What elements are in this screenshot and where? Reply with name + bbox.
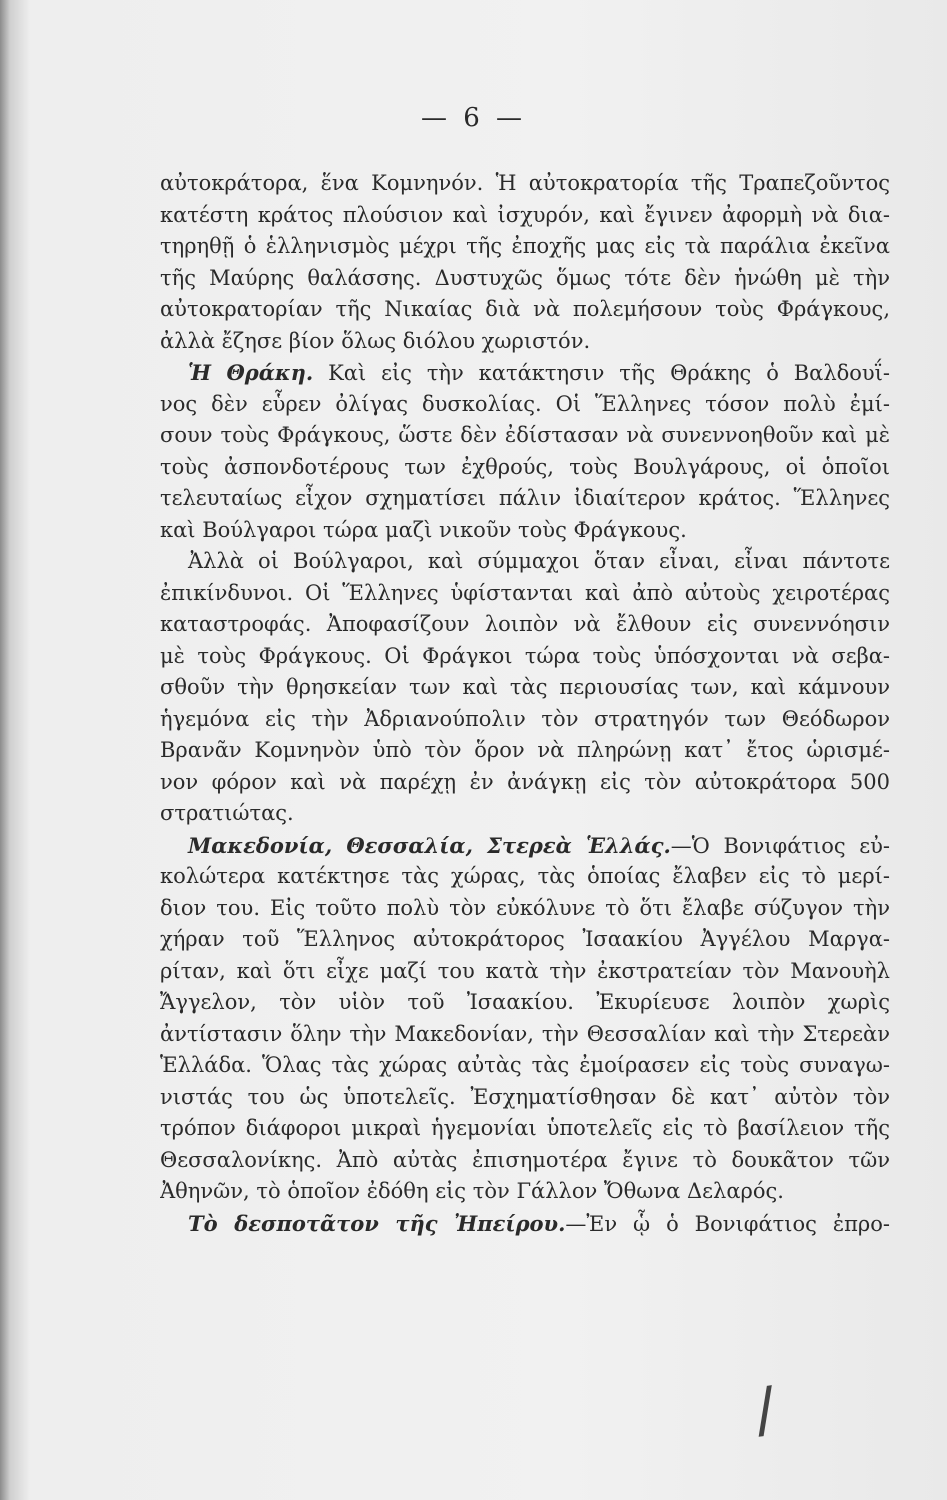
line-text: ἡγεμόνα εἰς τὴν Ἀδριανούπολιν τὸν στρατηγόν των Θεόδωρον xyxy=(160,706,890,731)
text-line xyxy=(160,830,890,862)
text-line xyxy=(160,389,890,421)
text-line xyxy=(160,231,890,263)
line-text: τελευταίως εἶχον σχηματίσει πάλιν ἰδιαίτερον κράτος. Ἕλληνες xyxy=(160,486,890,510)
line-text: —Ἐν ᾧ ὁ Βονιφάτιος ἐπρο- xyxy=(565,1211,890,1236)
section-heading: Μακεδονία, Θεσσαλία, Στερεὰ Ἑλλάς. xyxy=(188,832,671,858)
line-text: νος δὲν εὗρεν ὀλίγας δυσκολίας. Οἱ Ἕλληνες τόσον πολὺ ἐμί- xyxy=(160,391,890,416)
line-text: καταστροφάς. Ἀποφασίζουν λοιπὸν νὰ ἔλθουν εἰς συνεννόησιν xyxy=(160,612,890,636)
line-text: Ἄγγελον, τὸν υἱὸν τοῦ Ἰσαακίου. Ἐκυρίευσε λοιπὸν χωρὶς xyxy=(160,990,890,1014)
line-text: τηρηθῇ ὁ ἑλληνισμὸς μέχρι τῆς ἐποχῆς μας εἰς τὰ παράλια ἐκεῖνα xyxy=(160,234,890,258)
line-text: τοὺς ἀσπονδοτέρους των ἐχθρούς, τοὺς Βουλγάρους, οἱ ὁποῖοι xyxy=(160,454,890,479)
text-line xyxy=(160,1050,890,1082)
text-line xyxy=(160,546,890,578)
text-line xyxy=(160,1019,890,1051)
line-text: κολώτερα κατέκτησε τὰς χώρας, τὰς ὁποίας ἔλαβεν εἰς τὸ μερί- xyxy=(160,864,890,888)
line-text: στρατιώτας. xyxy=(160,801,294,825)
text-line xyxy=(160,861,890,893)
line-text: νιστάς του ὡς ὑποτελεῖς. Ἐσχηματίσθησαν δὲ κατ᾽ αὐτὸν τὸν xyxy=(160,1084,890,1109)
line-text: καὶ Βούλγαροι τώρα μαζὶ νικοῦν τοὺς Φράγκους. xyxy=(160,517,687,542)
text-line xyxy=(160,956,890,988)
text-line xyxy=(160,1145,890,1177)
text-line xyxy=(160,1113,890,1145)
section-heading: Ἡ Θράκη. xyxy=(188,360,314,385)
handwritten-mark: / xyxy=(750,1373,780,1447)
line-text: κατέστη κράτος πλούσιον καὶ ἰσχυρόν, καὶ ἔγινεν ἀφορμὴ νὰ δια- xyxy=(160,202,890,227)
line-text: ἀλλὰ ἔζησε βίον ὅλως διόλου χωριστόν. xyxy=(160,328,591,353)
line-text: Καὶ εἰς τὴν κατάκτησιν τῆς Θράκης ὁ Βαλδουΐ- xyxy=(313,361,890,385)
section-heading: Τὸ δεσποτᾶτον τῆς Ἠπείρου. xyxy=(188,1210,566,1236)
text-line xyxy=(160,168,890,200)
line-text: διον του. Εἰς τοῦτο πολὺ τὸν εὐκόλυνε τὸ ὅτι ἔλαβε σύζυγον τὴν xyxy=(160,895,890,920)
line-text: χήραν τοῦ Ἕλληνος αὐτοκράτορος Ἰσαακίου Ἀγγέλου Μαργα- xyxy=(160,927,890,951)
line-text: ρίταν, καὶ ὅτι εἶχε μαζί του κατὰ τὴν ἐκστρατείαν τὸν Μανουὴλ xyxy=(160,958,890,983)
line-text: Ἀλλὰ οἱ Βούλγαροι, καὶ σύμμαχοι ὅταν εἶναι, εἶναι πάντοτε xyxy=(188,549,890,573)
text-line xyxy=(160,798,890,830)
text-line xyxy=(160,609,890,641)
text-line xyxy=(160,357,890,389)
line-text: ἐπικίνδυνοι. Οἱ Ἕλληνες ὑφίστανται καὶ ἀπὸ αὐτοὺς χειροτέρας xyxy=(160,580,890,605)
text-line xyxy=(160,420,890,452)
line-text: αὐτοκρατορίαν τῆς Νικαίας διὰ νὰ πολεμήσουν τοὺς Φράγκους, xyxy=(160,297,890,321)
text-line xyxy=(160,641,890,673)
text-line xyxy=(160,294,890,326)
line-text: νον φόρον καὶ νὰ παρέχῃ ἐν ἀνάγκῃ εἰς τὸν αὐτοκράτορα 500 xyxy=(160,769,890,794)
line-text: μὲ τοὺς Φράγκους. Οἱ Φράγκοι τώρα τοὺς ὑπόσχονται νὰ σεβα- xyxy=(160,643,890,668)
text-line xyxy=(160,735,890,767)
text-line xyxy=(160,263,890,295)
text-line xyxy=(160,483,890,515)
text-line xyxy=(160,704,890,736)
line-text: Ἀθηνῶν, τὸ ὁποῖον ἐδόθη εἰς τὸν Γάλλον Ὄθωνα Δελαρός. xyxy=(160,1179,784,1203)
line-text: Βρανᾶν Κομνηνὸν ὑπὸ τὸν ὅρον νὰ πληρώνῃ κατ᾽ ἔτος ὡρισμέ- xyxy=(160,738,890,762)
text-line xyxy=(160,893,890,925)
line-text: τρόπον διάφοροι μικραὶ ἡγεμονίαι ὑποτελεῖς εἰς τὸ βασίλειον τῆς xyxy=(160,1116,890,1140)
text-line xyxy=(160,1208,890,1240)
line-text: σουν τοὺς Φράγκους, ὥστε δὲν ἐδίστασαν νὰ συνεννοηθοῦν καὶ μὲ xyxy=(160,423,890,447)
text-line xyxy=(160,200,890,232)
page-number: — 6 — xyxy=(420,103,527,133)
text-line xyxy=(160,1082,890,1114)
line-text: τῆς Μαύρης θαλάσσης. Δυστυχῶς ὅμως τότε δὲν ἡνώθη μὲ τὴν xyxy=(160,265,890,290)
text-line xyxy=(160,987,890,1019)
text-line xyxy=(160,578,890,610)
line-text: Ἑλλάδα. Ὅλας τὰς χώρας αὐτὰς τὰς ἐμοίρασεν εἰς τοὺς συναγω- xyxy=(160,1053,890,1077)
text-line xyxy=(160,767,890,799)
text-line xyxy=(160,515,890,547)
text-line xyxy=(160,924,890,956)
text-line xyxy=(160,1176,890,1208)
line-text: ἀντίστασιν ὅλην τὴν Μακεδονίαν, τὴν Θεσσαλίαν καὶ τὴν Στερεὰν xyxy=(160,1021,890,1046)
line-text: αὐτοκράτορα, ἕνα Κομνηνόν. Ἡ αὐτοκρατορία τῆς Τραπεζοῦντος xyxy=(160,171,890,195)
text-line xyxy=(160,452,890,484)
text-line xyxy=(160,672,890,704)
line-text: —Ὁ Βονιφάτιος εὐ- xyxy=(670,833,890,858)
line-text: Θεσσαλονίκης. Ἀπὸ αὐτὰς ἐπισημοτέρα ἔγινε τὸ δουκᾶτον τῶν xyxy=(160,1147,890,1172)
body-text xyxy=(160,168,890,1239)
line-text: σθοῦν τὴν θρησκείαν των καὶ τὰς περιουσίας των, καὶ κάμνουν xyxy=(160,675,890,699)
text-line xyxy=(160,326,890,358)
